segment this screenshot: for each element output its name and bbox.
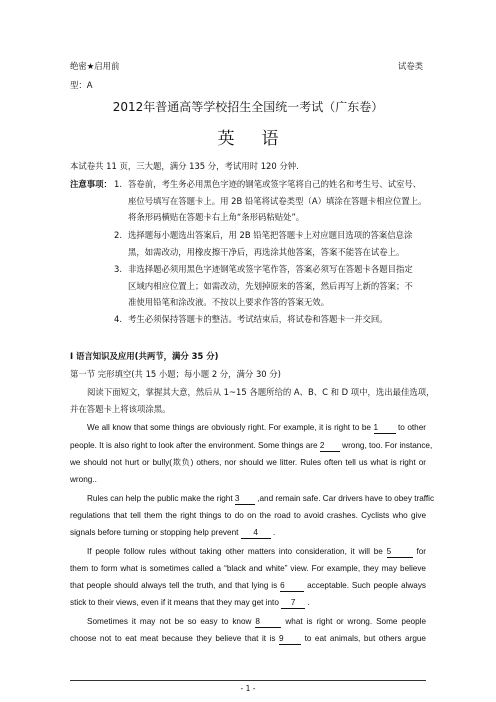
note-line: 座位号填写在答题卡上。用 2B 铅笔将试卷类型（A）填涂在答题卡相应位置上。 [128,196,427,206]
section-heading: Ⅰ 语言知识及应用(共两节，满分 35 分) [70,351,219,361]
passage-line: We all know that some things are obviously right. For example, it is right to be 1 to other [87,423,426,432]
passage-line: choose not to eat meat because they believe that it is 9 to eat animals, but others argue [70,634,426,643]
note-line: 准使用铅笔和涂改液。不按以上要求作答的答案无效。 [128,297,329,307]
note-line: 考生必须保持答题卡的整洁。考试结束后，将试卷和答题卡一并交回。 [128,314,388,324]
note-line: 选择题每小题选出答案后，用 2B 铅笔把答题卡上对应题目选项的答案信息涂 [128,230,413,240]
passage-line: people. It is also right to look after the environment. Some things are 2 wrong, too. For instance, [70,441,433,450]
blank-3: 3 [235,494,255,505]
exam-title: 2012年普通高等学校招生全国统一考试（广东卷） [112,100,384,114]
subject-title: 英 语 [217,129,279,149]
blank-9: 9 [279,634,301,645]
secret-label: 绝密★启用前 [70,61,120,71]
note-line: 黑，如需改动，用橡皮擦干净后，再选涂其他答案，答案不能答在试卷上。 [128,247,405,257]
footer-divider [70,680,426,681]
note-number: 4. [114,314,122,324]
part-heading: 第一节 完形填空(共 15 小题；每小题 2 分，满分 30 分) [70,369,281,379]
blank-5: 5 [387,547,413,558]
note-number: 2. [114,230,122,240]
note-number: 3. [114,264,122,274]
page-number: - 1 - [240,684,256,693]
blank-6: 6 [280,581,304,592]
blank-4: 4 [241,528,271,539]
note-line: 将条形码横贴在答题卡右上角“条形码粘贴处”。 [128,212,305,222]
instruction-line: 阅读下面短文，掌握其大意，然后从 1~15 各题所给的 A、B、C 和 D 项中，选出最佳选项， [87,387,435,397]
note-number: 1. [114,179,122,189]
paper-type-rest: 型：A [70,80,93,90]
passage-line: wrong.. [70,475,97,484]
blank-8: 8 [255,617,281,628]
instruction-line: 并在答题卡上将该项涂黑。 [70,404,171,414]
paper-type-label: 试卷类 [398,61,424,71]
note-line: 答卷前，考生务必用黑色字迹的钢笔或签字笔将自己的姓名和考生号、试室号、 [128,179,422,189]
passage-line: Rules can help the public make the right 3 ,and remain safe. Car drivers have to obey traffic [87,494,435,503]
passage-line: signals before turning or stopping help prevent 4 . [70,528,276,537]
blank-7: 7 [281,598,305,609]
blank-2: 2 [320,441,340,452]
passage-line: Sometimes it may not be so easy to know 8 what is right or wrong. Some people [87,617,426,626]
intro-text: 本试卷共 11 页，三大题，满分 135 分，考试用时 120 分钟. [70,161,299,171]
passage-line: stick to their views, even if it means that they may get into 7 . [70,598,310,607]
passage-line: regulations that tell them the right things to do on the road to avoid crashes. Cyclists who give [70,511,426,520]
note-line: 区域内相应位置上；如需改动，先划掉原来的答案，然后再写上新的答案；不 [128,281,413,291]
passage-line: that people should always tell the truth, and that lying is 6 acceptable. Such people always [70,581,427,590]
passage-line: them to form what is sometimes called a “black and white” view. For example, they may believe [70,564,426,573]
notes-label: 注意事项： [70,179,112,189]
passage-line: If people follow rules without taking other matters into consideration, it will be 5 for [87,547,426,556]
note-line: 非选择题必须用黑色字迹钢笔或签字笔作答，答案必须写在答题卡各题目指定 [128,264,413,274]
blank-1: 1 [374,423,396,434]
passage-line: we should not hurt or bully(欺负) others, nor should we litter. Rules often tell us what is right or [70,458,426,467]
